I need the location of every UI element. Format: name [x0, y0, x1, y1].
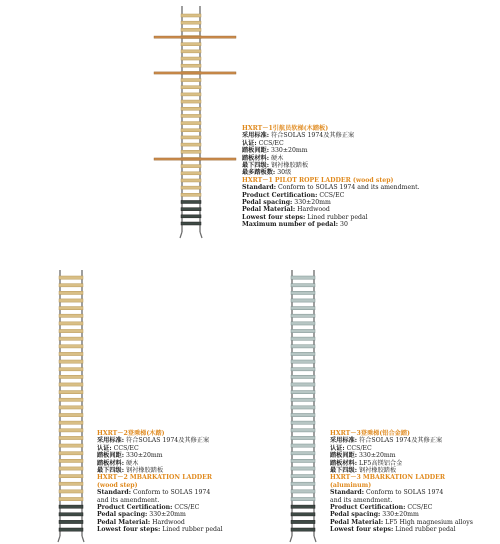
spec-key: 最下四级:: [242, 162, 270, 170]
spec-key: Product Certification:: [242, 191, 318, 199]
ladder-step: [181, 64, 201, 67]
ladder-step: [291, 475, 315, 478]
ladder-step: [181, 122, 201, 125]
spec-key: Lowest four steps:: [330, 526, 394, 534]
ladder-step: [291, 383, 315, 386]
ladder-step: [59, 421, 83, 424]
spec-cn-rows: [242, 132, 420, 176]
spec-value: Conform to SOLAS 1974 and its amendment.: [330, 489, 444, 504]
spec-value: 钢衬橡胶踏板: [271, 162, 309, 170]
spec-key: Standard:: [242, 184, 277, 192]
ladder-step: [291, 490, 315, 493]
ladder-step: [291, 444, 315, 447]
spec-key: Pedal Material:: [97, 518, 151, 526]
spec-cn-rows: [97, 437, 223, 474]
spec-key: 踏板间距:: [97, 452, 125, 460]
ladder-step: [181, 86, 201, 89]
ladder-step: [291, 284, 315, 287]
ladder-step: [59, 375, 83, 378]
spec-hxrt1: [242, 125, 420, 229]
ladder-step: [291, 467, 315, 470]
ladder-step: [181, 114, 201, 117]
spec-value: 330±20mm: [126, 452, 163, 460]
ladder-step: [291, 406, 315, 409]
ladder-step: [59, 413, 83, 416]
ladder-step: [59, 444, 83, 447]
spec-key: Pedal Material:: [330, 518, 384, 526]
ladder-step: [59, 436, 83, 439]
ladder-step: [181, 186, 201, 189]
ladder-step: [59, 368, 83, 371]
spec-key: 最多踏板数:: [242, 169, 276, 177]
rope-end: [82, 536, 84, 542]
spec-key: 认证:: [97, 444, 112, 452]
spec-value: 330±20mm: [294, 199, 331, 207]
spec-key: 采用标准:: [97, 437, 125, 445]
rope-end: [58, 536, 60, 542]
spec-value: CCS/EC: [113, 444, 139, 452]
ladder-step: [181, 57, 201, 60]
ladder-step: [59, 406, 83, 409]
spec-hxrt3: [330, 430, 473, 534]
ladder-step: [291, 276, 315, 279]
spec-value: 330±20mm: [149, 511, 186, 519]
ladder-step: [291, 429, 315, 432]
spec-value: LF5 High magnesium alloys: [385, 518, 473, 526]
spec-value: Hardwood: [152, 518, 185, 526]
rubber-step: [181, 200, 201, 203]
ladder-step: [291, 360, 315, 363]
ladder-step: [181, 79, 201, 82]
ladder-step: [291, 299, 315, 302]
ladder-step: [59, 284, 83, 287]
ladder-step: [181, 179, 201, 182]
spreader-bar: [154, 158, 236, 160]
ladder-step: [59, 276, 83, 279]
ladder-step: [181, 50, 201, 53]
ladder-step: [181, 143, 201, 146]
spreader-bar: [154, 72, 236, 74]
ladder-step: [181, 107, 201, 110]
ladder-step: [59, 337, 83, 340]
ladder-step: [291, 307, 315, 310]
ladder-step: [291, 391, 315, 394]
ladder-step: [181, 172, 201, 175]
spec-title-cn: HXRT－1引航员软梯(木踏板): [242, 125, 329, 132]
spec-key: Pedal spacing:: [330, 511, 381, 519]
ladder-step: [291, 329, 315, 332]
spec-en-rows: [330, 489, 473, 533]
ladder-step: [181, 93, 201, 96]
pilot-ladder-image: [150, 0, 250, 244]
ladder-step: [181, 193, 201, 196]
spec-key: Pedal spacing:: [242, 199, 293, 207]
ladder-step: [59, 322, 83, 325]
ladder-step: [59, 314, 83, 317]
spec-key: 认证:: [242, 139, 257, 147]
ladder-step: [181, 129, 201, 132]
spec-value: CCS/EC: [407, 504, 433, 512]
spec-key: 最下四级:: [330, 467, 358, 475]
spec-key: 踏板间距:: [242, 147, 270, 155]
spec-value: Lined rubber pedal: [395, 526, 456, 534]
spec-value: Lined rubber pedal: [162, 526, 223, 534]
ladder-step: [291, 398, 315, 401]
spec-en-rows: [97, 489, 223, 533]
rope-end: [180, 232, 182, 238]
ladder-step: [59, 352, 83, 355]
rubber-step: [181, 222, 201, 225]
spec-cn-rows: [330, 437, 473, 474]
ladder-step: [181, 28, 201, 31]
spec-key: 踏板间距:: [330, 452, 358, 460]
spec-value: 硬木: [271, 154, 284, 162]
spec-key: Pedal Material:: [242, 206, 296, 214]
spec-hxrt2: [97, 430, 223, 534]
spec-key: Pedal spacing:: [97, 511, 148, 519]
ladder-step: [291, 413, 315, 416]
ladder-step: [59, 475, 83, 478]
spec-key: Standard:: [330, 489, 365, 497]
ladder-step: [291, 421, 315, 424]
ladder-step: [59, 391, 83, 394]
rubber-step: [59, 505, 83, 508]
spec-key: Maximum number of pedal:: [242, 221, 339, 229]
ladder-step: [291, 436, 315, 439]
ladder-step: [59, 459, 83, 462]
spec-value: 30: [340, 221, 348, 229]
spec-key: 踏板材料:: [330, 459, 358, 467]
spec-key: Lowest four steps:: [242, 213, 306, 221]
rubber-step: [181, 215, 201, 218]
ladder-step: [291, 482, 315, 485]
spec-value: 330±20mm: [382, 511, 419, 519]
spec-value: 钢衬橡胶踏板: [359, 467, 397, 475]
spec-value: 符合SOLAS 1974及其修正案: [271, 132, 355, 140]
ladder-step: [181, 14, 201, 17]
rubber-step: [291, 528, 315, 531]
spec-value: 30级: [277, 169, 292, 177]
ladder-step: [59, 482, 83, 485]
spec-key: Product Certification:: [97, 504, 173, 512]
ladder-step: [291, 375, 315, 378]
ladder-step: [59, 497, 83, 500]
ladder-step: [291, 497, 315, 500]
spec-title-en: HXRT－2 MBARKATION LADDER (wood step): [97, 474, 212, 489]
ladder-step: [291, 337, 315, 340]
ladder-step: [181, 43, 201, 46]
spec-value: CCS/EC: [346, 444, 372, 452]
rubber-step: [181, 208, 201, 211]
ladder-step: [59, 299, 83, 302]
ladder-step: [181, 150, 201, 153]
rubber-step: [59, 513, 83, 516]
ladder-step: [59, 398, 83, 401]
spec-value: 330±20mm: [271, 147, 308, 155]
rubber-step: [59, 528, 83, 531]
spec-key: 采用标准:: [330, 437, 358, 445]
ladder-step: [59, 452, 83, 455]
ladder-step: [59, 490, 83, 493]
spec-key: 认证:: [330, 444, 345, 452]
rope-end: [200, 232, 202, 238]
spec-key: Lowest four steps:: [97, 526, 161, 534]
spec-value: Hardwood: [297, 206, 330, 214]
spec-en-rows: [242, 184, 420, 228]
spec-value: 硬木: [126, 459, 139, 467]
ladder-step: [59, 329, 83, 332]
spec-value: 符合SOLAS 1974及其修正案: [359, 437, 443, 445]
ladder-step: [291, 345, 315, 348]
ladder-step: [59, 345, 83, 348]
spec-key: 踏板材料:: [97, 459, 125, 467]
spec-title-cn: HXRT－3登乘梯(铝合金踏): [330, 430, 410, 437]
spec-key: 采用标准:: [242, 132, 270, 140]
ladder-step: [59, 360, 83, 363]
ladder-step: [181, 136, 201, 139]
spec-value: LF5高镁铝合金: [359, 459, 403, 467]
rope-end: [290, 536, 292, 542]
spec-value: Lined rubber pedal: [307, 213, 368, 221]
rubber-step: [291, 520, 315, 523]
aluminum-embarkation-ladder-image: [282, 266, 326, 544]
spec-title-en: HXRT－3 MBARKATION LADDER (aluminum): [330, 474, 445, 489]
ladder-step: [291, 452, 315, 455]
spec-key: Standard:: [97, 489, 132, 497]
spec-key: Product Certification:: [330, 504, 406, 512]
ladder-step: [291, 368, 315, 371]
rubber-step: [59, 520, 83, 523]
spec-value: CCS/EC: [319, 191, 345, 199]
ladder-step: [59, 383, 83, 386]
spec-value: 符合SOLAS 1974及其修正案: [126, 437, 210, 445]
spec-key: 最下四级:: [97, 467, 125, 475]
spec-value: 钢衬橡胶踏板: [126, 467, 164, 475]
spec-value: 330±20mm: [359, 452, 396, 460]
ladder-step: [291, 322, 315, 325]
rubber-step: [291, 505, 315, 508]
rope-end: [314, 536, 316, 542]
ladder-step: [59, 291, 83, 294]
wood-embarkation-ladder-image: [50, 266, 94, 544]
ladder-step: [291, 352, 315, 355]
spec-key: 踏板材料:: [242, 154, 270, 162]
ladder-step: [291, 459, 315, 462]
spec-title-en: HXRT－1 PILOT ROPE LADDER (wood step): [242, 176, 394, 184]
spec-value: CCS/EC: [174, 504, 200, 512]
spec-title-cn: HXRT－2登乘梯(木踏): [97, 430, 165, 437]
ladder-step: [181, 165, 201, 168]
ladder-step: [59, 307, 83, 310]
ladder-step: [181, 21, 201, 24]
ladder-step: [291, 314, 315, 317]
spreader-bar: [154, 36, 236, 38]
ladder-step: [291, 291, 315, 294]
rubber-step: [291, 513, 315, 516]
ladder-step: [181, 100, 201, 103]
spec-value: CCS/EC: [258, 139, 284, 147]
spec-value: Conform to SOLAS 1974 and its amendment.: [97, 489, 211, 504]
ladder-step: [59, 467, 83, 470]
spec-value: Conform to SOLAS 1974 and its amendment.: [278, 184, 420, 192]
ladder-step: [59, 429, 83, 432]
